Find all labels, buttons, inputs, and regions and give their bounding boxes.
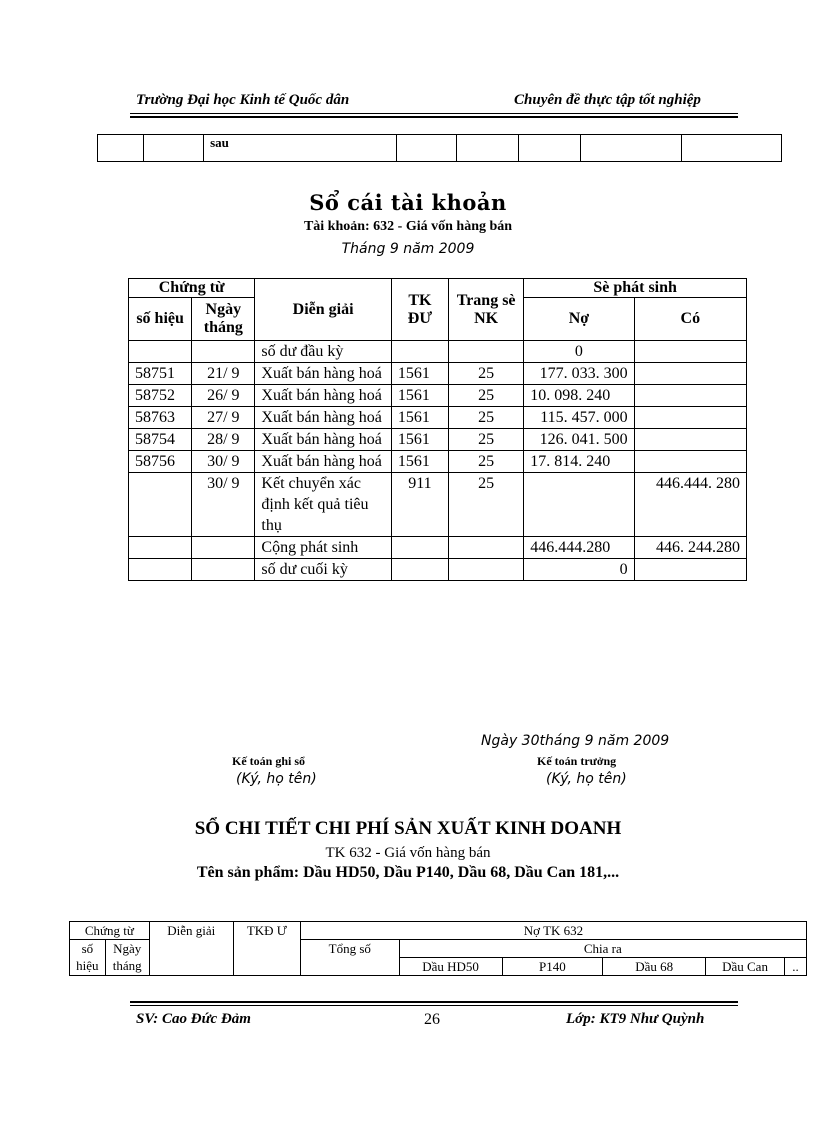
cell-page: 25 bbox=[449, 429, 524, 451]
cell-contra: 1561 bbox=[391, 429, 448, 451]
cell-contra bbox=[391, 341, 448, 363]
cell-page: 25 bbox=[449, 473, 524, 537]
cell-no bbox=[129, 537, 192, 559]
col-voucher-no: số hiệu bbox=[129, 298, 192, 341]
col-journal-page: Trang sè NK bbox=[449, 279, 524, 341]
header-rule-thick bbox=[130, 116, 738, 118]
signature-left-title: Kế toán ghi sổ bbox=[232, 754, 306, 768]
table-row bbox=[129, 451, 747, 473]
cell-contra bbox=[391, 559, 448, 581]
cell-date: 30/ 9 bbox=[192, 473, 255, 537]
col-product-can: Dầu Can bbox=[706, 958, 785, 976]
table-row bbox=[129, 537, 747, 559]
cell-credit bbox=[634, 407, 746, 429]
cell-debit: 115. 457. 000 bbox=[524, 407, 634, 429]
carry-cell: sau bbox=[204, 135, 397, 162]
header-school: Trường Đại học Kinh tế Quốc dân bbox=[136, 92, 350, 108]
cell-no: 58752 bbox=[129, 385, 192, 407]
cell-desc: số dư đầu kỳ bbox=[255, 341, 391, 363]
carry-over-table bbox=[97, 134, 782, 162]
cell-desc: Xuất bán hàng hoá bbox=[255, 407, 391, 429]
cell-debit: 17. 814. 240 bbox=[524, 451, 634, 473]
cell-page: 25 bbox=[449, 451, 524, 473]
general-ledger-table bbox=[128, 278, 747, 581]
cell-desc: Kết chuyển xác định kết quả tiêu thụ bbox=[255, 473, 391, 537]
cell-contra bbox=[391, 537, 448, 559]
detail-products: Tên sản phẩm: Dầu HD50, Dầu P140, Dầu 68, Dầu Can 181,... bbox=[196, 864, 620, 881]
footer-page-number: 26 bbox=[424, 1011, 440, 1028]
cell-credit bbox=[634, 385, 746, 407]
col-voucher-no: số hiệu bbox=[70, 940, 106, 976]
table-row bbox=[129, 559, 747, 581]
footer-rule-thick bbox=[130, 1001, 738, 1003]
cell-contra: 1561 bbox=[391, 451, 448, 473]
ledger-account: Tài khoản: 632 - Giá vốn hàng bán bbox=[303, 219, 513, 234]
cell-page bbox=[449, 537, 524, 559]
table-row bbox=[129, 407, 747, 429]
signature-right-note: (Ký, họ tên) bbox=[546, 771, 627, 787]
cell-page bbox=[449, 341, 524, 363]
cell-page: 25 bbox=[449, 363, 524, 385]
cell-debit bbox=[524, 473, 634, 537]
table-row bbox=[129, 429, 747, 451]
col-voucher-date: Ngày tháng bbox=[192, 298, 255, 341]
cell-contra: 1561 bbox=[391, 385, 448, 407]
carry-cell bbox=[143, 135, 203, 162]
cell-page bbox=[449, 559, 524, 581]
cell-no bbox=[129, 473, 192, 537]
cell-date bbox=[192, 559, 255, 581]
cell-credit bbox=[634, 559, 746, 581]
cell-contra: 1561 bbox=[391, 407, 448, 429]
cell-date: 28/ 9 bbox=[192, 429, 255, 451]
table-row bbox=[129, 473, 747, 537]
col-product-p140: P140 bbox=[502, 958, 603, 976]
cell-date: 27/ 9 bbox=[192, 407, 255, 429]
cell-page: 25 bbox=[449, 385, 524, 407]
detail-account: TK 632 - Giá vốn hàng bán bbox=[325, 845, 491, 861]
ledger-title: Sổ cái tài khoản bbox=[309, 190, 507, 215]
col-contra: TKĐ Ư bbox=[233, 922, 300, 976]
col-description: Diễn giải bbox=[255, 279, 391, 341]
carry-cell bbox=[681, 135, 781, 162]
cell-desc: Cộng phát sinh bbox=[255, 537, 391, 559]
cell-debit: 0 bbox=[524, 341, 634, 363]
cell-desc: Xuất bán hàng hoá bbox=[255, 363, 391, 385]
cell-debit: 10. 098. 240 bbox=[524, 385, 634, 407]
ledger-period: Tháng 9 năm 2009 bbox=[341, 241, 475, 257]
cell-desc: Xuất bán hàng hoá bbox=[255, 429, 391, 451]
cost-detail-table bbox=[69, 921, 807, 976]
footer-student: SV: Cao Đức Đảm bbox=[136, 1011, 251, 1027]
cell-debit: 446.444.280 bbox=[524, 537, 634, 559]
cell-no: 58756 bbox=[129, 451, 192, 473]
col-product-68: Dầu 68 bbox=[603, 958, 706, 976]
cell-contra: 911 bbox=[391, 473, 448, 537]
col-product-more: .. bbox=[784, 958, 806, 976]
header-rule bbox=[130, 113, 738, 114]
carry-over-row bbox=[98, 135, 782, 162]
cell-no: 58754 bbox=[129, 429, 192, 451]
signature-right-title: Kế toán trưởng bbox=[537, 754, 617, 768]
col-description: Diễn giải bbox=[149, 922, 233, 976]
col-breakdown: Chia ra bbox=[399, 940, 806, 958]
cell-credit: 446.444. 280 bbox=[634, 473, 746, 537]
cell-no: 58751 bbox=[129, 363, 192, 385]
cell-no bbox=[129, 559, 192, 581]
cell-date: 21/ 9 bbox=[192, 363, 255, 385]
cell-date: 30/ 9 bbox=[192, 451, 255, 473]
cell-credit bbox=[634, 341, 746, 363]
footer-rule bbox=[130, 1005, 738, 1006]
detail-title: SỔ CHI TIẾT CHI PHÍ SẢN XUẤT KINH DOANH bbox=[194, 818, 622, 839]
cell-credit: 446. 244.280 bbox=[634, 537, 746, 559]
carry-cell bbox=[519, 135, 581, 162]
col-arising: Sè phát sinh bbox=[524, 279, 747, 298]
cell-contra: 1561 bbox=[391, 363, 448, 385]
cell-page: 25 bbox=[449, 407, 524, 429]
col-debit: Nợ bbox=[524, 298, 634, 341]
table-row bbox=[129, 341, 747, 363]
col-voucher: Chứng từ bbox=[70, 922, 150, 940]
header-topic: Chuyên đề thực tập tốt nghiệp bbox=[514, 92, 701, 108]
carry-cell bbox=[581, 135, 681, 162]
carry-cell bbox=[397, 135, 457, 162]
col-total: Tổng số bbox=[300, 940, 399, 976]
cell-date bbox=[192, 341, 255, 363]
cell-debit: 0 bbox=[524, 559, 634, 581]
cell-date bbox=[192, 537, 255, 559]
cell-date: 26/ 9 bbox=[192, 385, 255, 407]
col-credit: Có bbox=[634, 298, 746, 341]
cell-no: 58763 bbox=[129, 407, 192, 429]
cell-debit: 126. 041. 500 bbox=[524, 429, 634, 451]
carry-cell bbox=[457, 135, 519, 162]
carry-cell bbox=[98, 135, 144, 162]
cell-debit: 177. 033. 300 bbox=[524, 363, 634, 385]
signature-left-note: (Ký, họ tên) bbox=[236, 771, 317, 787]
table-row bbox=[129, 385, 747, 407]
cell-no bbox=[129, 341, 192, 363]
col-voucher: Chứng từ bbox=[129, 279, 255, 298]
footer-class: Lớp: KT9 Như Quỳnh bbox=[566, 1011, 705, 1027]
col-voucher-date: Ngày tháng bbox=[105, 940, 149, 976]
col-product-hd50: Dầu HD50 bbox=[399, 958, 502, 976]
cell-credit bbox=[634, 363, 746, 385]
col-debit-tk: Nợ TK 632 bbox=[300, 922, 806, 940]
col-contra: TK ĐƯ bbox=[391, 279, 448, 341]
cell-desc: Xuất bán hàng hoá bbox=[255, 451, 391, 473]
cell-desc: Xuất bán hàng hoá bbox=[255, 385, 391, 407]
cell-credit bbox=[634, 451, 746, 473]
cell-credit bbox=[634, 429, 746, 451]
table-row bbox=[129, 363, 747, 385]
cell-desc: số dư cuối kỳ bbox=[255, 559, 391, 581]
signature-date: Ngày 30tháng 9 năm 2009 bbox=[481, 733, 670, 749]
